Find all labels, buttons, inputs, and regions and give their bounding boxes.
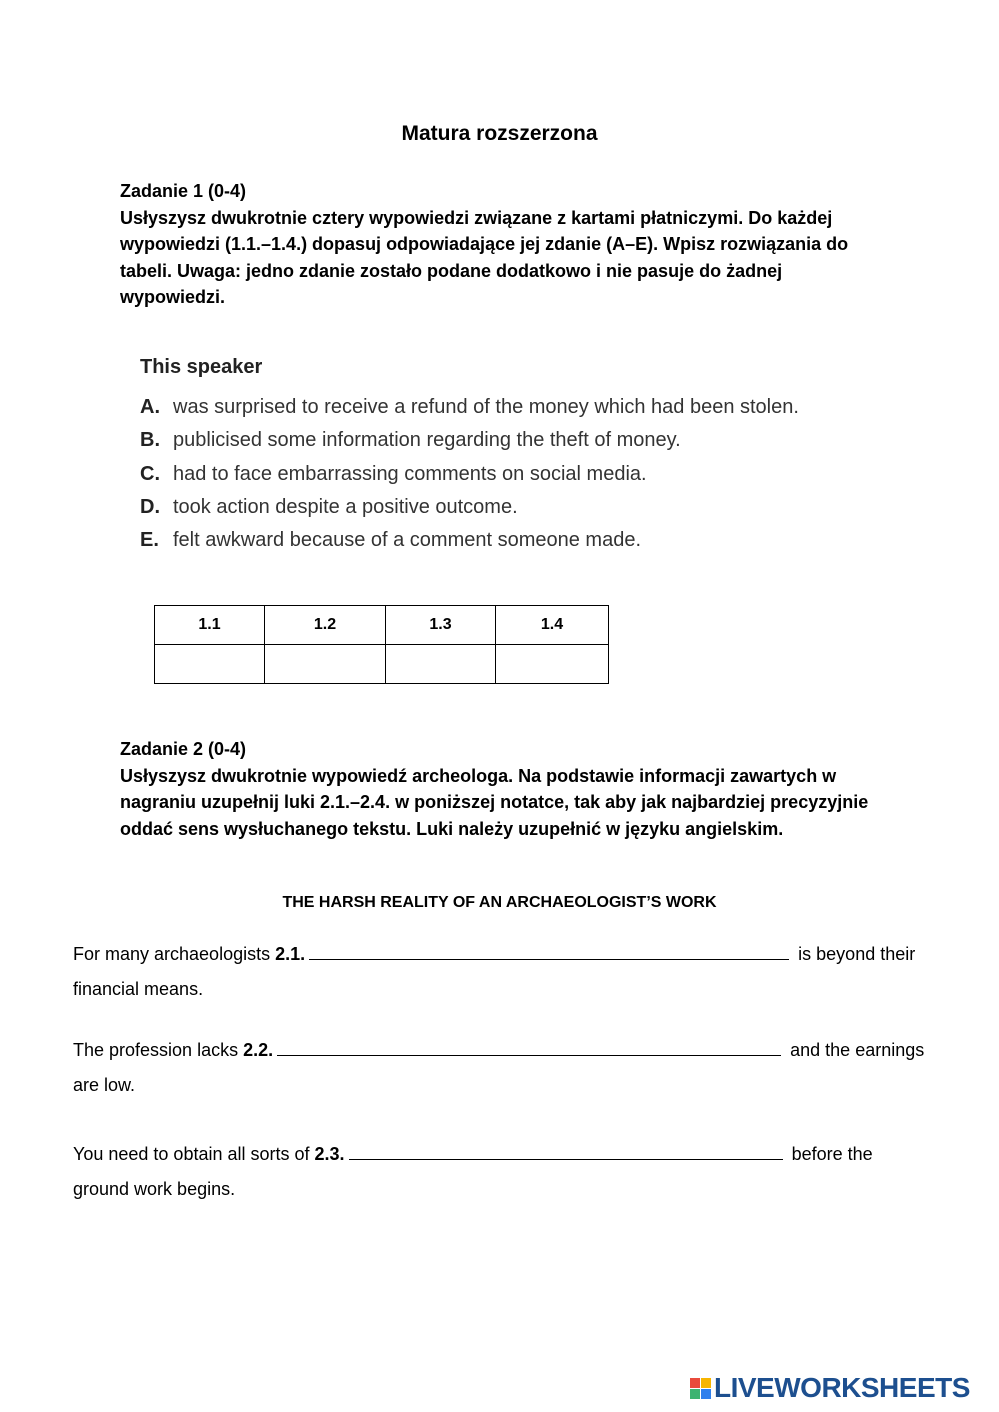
option-letter: C. [140,462,160,485]
option-d [140,491,900,524]
task-1-instruction: Usłyszysz dwukrotnie cztery wypowiedzi związane z kartami płatniczymi. Do każdej wypowiedzi (1.1.–1.4.) dopasuj odpowiadające jej zdanie (A–E). Wpisz rozwiązania do tabeli. Uwaga: jedno zdanie zostało podane dodatkowo i nie pasuje do żadnej wypowiedzi. [120,207,849,307]
answer-cell-1-4[interactable] [496,645,609,684]
answer-table-input-row [155,645,609,684]
gap-sentence-2-1 [73,937,933,1007]
answer-header-1-4: 1.4 [496,606,609,645]
task-2 [120,736,880,842]
option-text: took action despite a positive outcome. [173,496,518,519]
option-text: had to face embarrassing comments on social media. [173,462,647,485]
option-letter: A. [140,396,160,419]
option-letter: B. [140,429,160,452]
option-a [140,391,900,424]
answer-header-1-3: 1.3 [386,606,496,645]
option-text: was surprised to receive a refund of the money which had been stolen. [173,396,799,419]
task-1 [120,178,880,311]
option-text: felt awkward because of a comment someone made. [173,529,642,552]
task-2-instruction: Usłyszysz dwukrotnie wypowiedź archeologa. Na podstawie informacji zawartych w nagraniu uzupełnij luki 2.1.–2.4. w poniższej notatce, tak aby jak najbardziej precyzyjnie oddać sens wysłuchanego tekstu. Luki należy uzupełnić w języku angielskim. [120,765,869,839]
gap-text-after: is beyond their financial means. [73,944,916,999]
gap-sentence-2-3 [73,1137,933,1207]
logo-tiles-icon [690,1378,711,1399]
option-c [140,458,900,491]
gap-sentence-2-2 [73,1033,933,1103]
gap-text-before: For many archaeologists [73,944,271,964]
gap-number: 2.2. [243,1040,274,1060]
answer-cell-1-2[interactable] [265,645,386,684]
answer-cell-1-1[interactable] [155,645,265,684]
answer-cell-1-3[interactable] [386,645,496,684]
liveworksheets-logo [690,1372,970,1404]
speaker-label: This speaker [140,356,263,378]
answer-table-header-row [155,606,609,645]
page-title: Matura rozszerzona [401,122,598,145]
gap-text-before: You need to obtain all sorts of [73,1144,310,1164]
answer-table [154,605,609,684]
option-e [140,524,900,557]
note-title: THE HARSH REALITY OF AN ARCHAEOLOGIST’S WORK [282,894,717,911]
gap-input-2-2[interactable] [277,1037,781,1056]
option-text: publicised some information regarding the theft of money. [173,429,681,452]
task-2-heading: Zadanie 2 (0-4) [120,739,247,759]
gap-text-before: The profession lacks [73,1040,239,1060]
answer-header-1-1: 1.1 [155,606,265,645]
gap-text-after: before the ground work begins. [73,1144,873,1199]
option-letter: E. [140,529,159,552]
answer-header-1-2: 1.2 [265,606,386,645]
logo-text: LIVEWORKSHEETS [714,1372,970,1403]
gap-number: 2.3. [314,1144,345,1164]
option-b [140,424,900,457]
options-list [140,356,900,557]
gap-text-after: and the earnings are low. [73,1040,925,1095]
option-letter: D. [140,496,160,519]
gap-input-2-3[interactable] [349,1141,783,1160]
task-1-heading: Zadanie 1 (0-4) [120,181,247,201]
gap-number: 2.1. [275,944,306,964]
gap-input-2-1[interactable] [309,941,789,960]
